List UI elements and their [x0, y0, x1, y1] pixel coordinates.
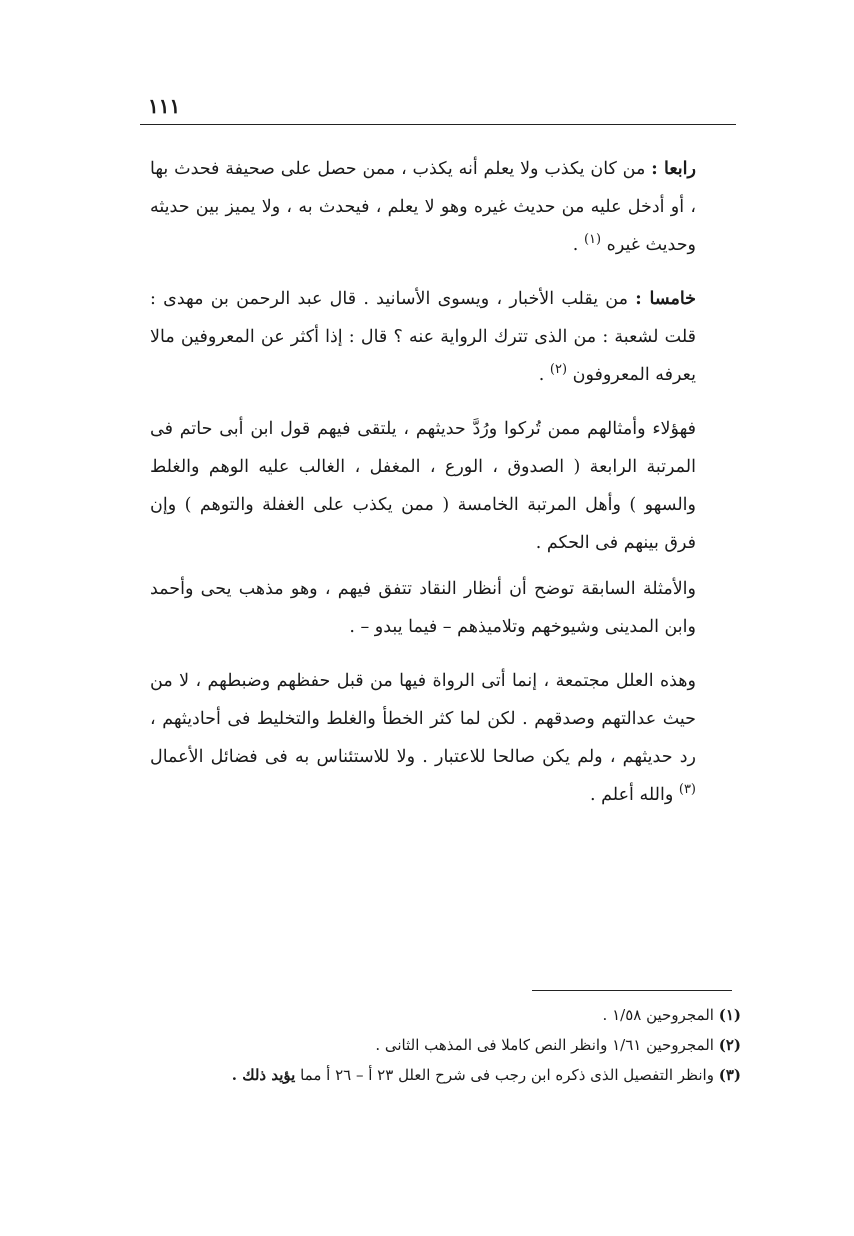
- paragraph-text: من يقلب الأخبار ، ويسوى الأسانيد . قال عبد الرحمن بن مهدى : قلت لشعبة : من الذى تترك الرواية عنه ؟ قال : إذا أكثر عن المعروفين مالا يعرفه المعروفون: [150, 289, 696, 385]
- paragraph-end: .: [538, 365, 545, 385]
- footnote-3: [145, 1060, 741, 1090]
- footnote-reference[interactable]: (٣): [678, 782, 696, 798]
- footnote-text: المجروحين ١/٥٨ .: [602, 1006, 714, 1024]
- paragraph-conclusion: [150, 662, 696, 814]
- footnote-number: (٢): [718, 1036, 741, 1054]
- paragraph-text: فهؤلاء وأمثالهم ممن تُركوا ورُدَّ حديثهم ، يلتقى فيهم قول ابن أبى حاتم فى المرتبة الرابعة ( الصدوق ، الورع ، المغفل ، الغالب عليه الوهم والغلط والسهو ) وأهل المرتبة الخامسة ( ممن يكذب على الغفلة والتوهم ) وإن فرق بينهم فى الحكم .: [150, 419, 696, 553]
- footnote-reference[interactable]: (٢): [549, 362, 568, 378]
- paragraph-examples: [150, 570, 696, 646]
- footnote-tail: يؤيد ذلك .: [231, 1066, 296, 1084]
- paragraph-text: وهذه العلل مجتمعة ، إنما أتى الرواة فيها من قبل حفظهم وضبطهم ، لا من حيث عدالتهم وصدقهم . لكن لما كثر الخطأ والغلط والتخليط فى أحاديثهم ، رد حديثهم ، ولم يكن صالحا للاعتبار . ولا للاستئناس به فى فضائل الأعمال: [150, 671, 696, 767]
- paragraph-lead: رابعا :: [651, 159, 696, 179]
- footnote-1: [145, 1000, 741, 1030]
- paragraph-text: والأمثلة السابقة توضح أن أنظار النقاد تتفق فيهم ، وهو مذهب يحى وأحمد وابن المدينى وشيوخهم وتلاميذهم – فيما يبدو – .: [150, 579, 696, 637]
- paragraph-fourth: [150, 150, 696, 264]
- paragraph-narrators: [150, 410, 696, 562]
- footnote-2: [145, 1030, 741, 1060]
- footnote-text: وانظر التفصيل الذى ذكره ابن رجب فى شرح العلل ٢٣ أ – ٢٦ أ مما: [300, 1066, 714, 1084]
- footnote-reference[interactable]: (١): [583, 232, 602, 248]
- footnotes: [145, 1000, 741, 1090]
- paragraph-lead: خامسا :: [635, 289, 696, 309]
- footnote-number: (٣): [718, 1066, 741, 1084]
- paragraph-fifth: [150, 280, 696, 394]
- header-divider: [140, 124, 736, 125]
- footnote-number: (١): [718, 1006, 741, 1024]
- main-text: [150, 150, 696, 830]
- footnote-text: المجروحين ١/٦١ وانظر النص كاملا فى المذهب الثانى .: [375, 1036, 714, 1054]
- footnote-divider: [532, 990, 732, 991]
- page-number: ١١١: [148, 94, 181, 118]
- paragraph-text: من كان يكذب ولا يعلم أنه يكذب ، ممن حصل على صحيفة فحدث بها ، أو أدخل عليه من حديث غيره وهو لا يعلم ، فيحدث به ، ولا يميز بين حديثه وحديث غيره: [150, 159, 696, 255]
- paragraph-end: والله أعلم .: [590, 785, 674, 805]
- paragraph-end: .: [572, 235, 579, 255]
